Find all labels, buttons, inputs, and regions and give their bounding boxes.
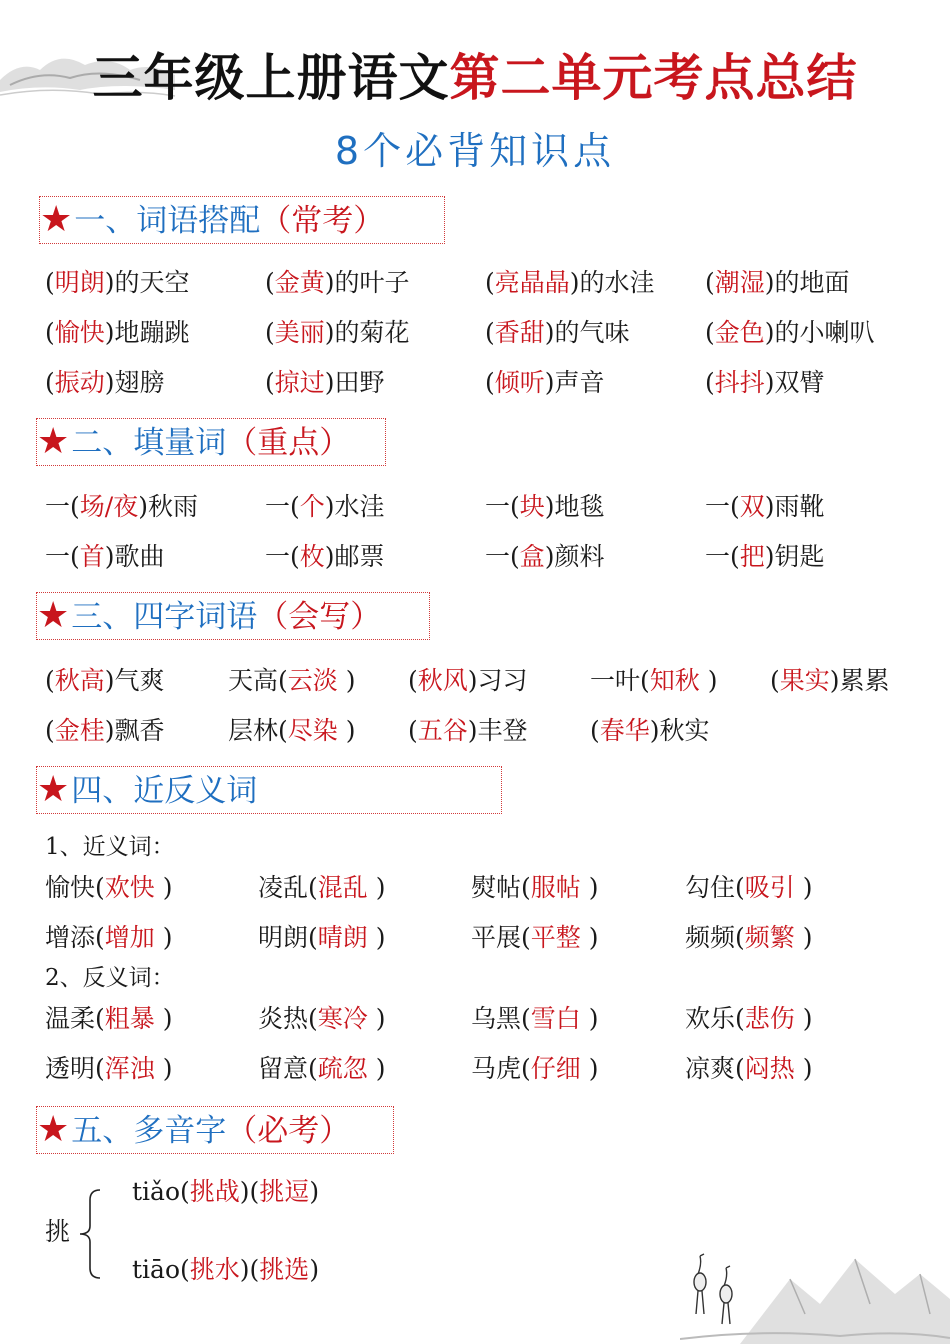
item-text: ) — [154, 1054, 173, 1083]
title-unit: 第二单元考点总结 — [449, 49, 858, 107]
list-item — [685, 999, 812, 1039]
answer-text: 果实 — [779, 666, 830, 695]
example-word: 挑战 — [189, 1177, 240, 1206]
list-item — [485, 487, 605, 527]
item-text: 凌乱( — [258, 873, 318, 902]
item-row — [45, 363, 935, 403]
item-text: )地毯 — [544, 492, 605, 521]
answer-text: 双 — [739, 492, 765, 521]
section-title: 三、四字词语 — [71, 599, 258, 635]
answer-text: 频繁 — [744, 923, 795, 952]
item-text: 一( — [705, 492, 740, 521]
pinyin: tiāo — [132, 1255, 180, 1284]
item-text: ) — [337, 716, 356, 745]
brace-bracket — [76, 1186, 106, 1282]
section-title: 五、多音字 — [71, 1113, 227, 1149]
item-text: )秋雨 — [138, 492, 198, 521]
item-text: )声音 — [544, 368, 605, 397]
answer-text: 香甜 — [494, 318, 545, 347]
item-text: )的气味 — [544, 318, 630, 347]
item-text: 一( — [705, 542, 740, 571]
item-text: 炎热( — [258, 1004, 318, 1033]
item-text: 一( — [485, 542, 520, 571]
item-text: 乌黑( — [471, 1004, 531, 1033]
item-row — [45, 661, 935, 701]
list-item — [408, 711, 528, 751]
item-text: ( — [590, 716, 600, 745]
section-title: 二、填量词 — [71, 425, 227, 461]
page-subtitle: 8个必背知识点 — [334, 129, 616, 173]
section-tag: （重点） — [226, 425, 351, 461]
example-word: 挑选 — [259, 1255, 310, 1284]
pinyin: tiǎo — [132, 1177, 180, 1206]
list-item — [485, 363, 605, 403]
list-item — [45, 999, 172, 1039]
list-item — [705, 263, 850, 303]
answer-text: 把 — [739, 542, 765, 571]
item-text: ) — [699, 666, 718, 695]
item-row — [45, 263, 935, 303]
list-item — [265, 487, 385, 527]
answer-text: 寒冷 — [317, 1004, 368, 1033]
answer-text: 知秋 — [649, 666, 700, 695]
item-row — [45, 711, 935, 751]
list-item — [45, 711, 165, 751]
answer-text: 首 — [79, 542, 105, 571]
item-text: ) — [580, 1054, 599, 1083]
list-item — [485, 537, 605, 577]
answer-text: 场/夜 — [79, 492, 139, 521]
answer-text: 雪白 — [530, 1004, 581, 1033]
list-item — [590, 661, 717, 701]
list-item — [485, 313, 630, 353]
section-tag: （常考） — [260, 203, 385, 239]
item-text: )累累 — [829, 666, 890, 695]
section-synonyms-antonyms-header — [36, 766, 502, 814]
item-text: 凉爽( — [685, 1054, 745, 1083]
list-item — [45, 537, 165, 577]
item-text: ) — [367, 1054, 386, 1083]
example-word: 挑水 — [189, 1255, 240, 1284]
answer-text: 金色 — [714, 318, 765, 347]
item-text: ) — [794, 1004, 813, 1033]
section-title: 四、近反义词 — [71, 773, 258, 809]
star-icon: ★ — [37, 595, 70, 636]
list-item — [471, 868, 598, 908]
answer-text: 明朗 — [54, 268, 105, 297]
item-text: ( — [45, 368, 55, 397]
item-text: 天高( — [228, 666, 288, 695]
item-text: )飘香 — [104, 716, 165, 745]
list-item — [685, 868, 812, 908]
item-text: ( — [485, 268, 495, 297]
answer-text: 愉快 — [54, 318, 105, 347]
item-text: 频频( — [685, 923, 745, 952]
item-text: )丰登 — [467, 716, 528, 745]
item-text: ) — [794, 1054, 813, 1083]
item-text: ( — [265, 368, 275, 397]
item-text: ( — [705, 368, 715, 397]
item-text: ( — [770, 666, 780, 695]
item-text: ) — [154, 923, 173, 952]
list-item — [471, 918, 598, 958]
pinyin-line-1: tiǎo(挑战)(挑逗) — [132, 1177, 320, 1206]
item-text: 增添( — [45, 923, 105, 952]
answer-text: 服帖 — [530, 873, 581, 902]
item-text: 愉快( — [45, 873, 105, 902]
item-text: ( — [705, 318, 715, 347]
answer-text: 潮湿 — [714, 268, 765, 297]
list-item — [258, 868, 385, 908]
item-text: )的地面 — [764, 268, 850, 297]
section-tag: （会写） — [257, 599, 382, 635]
list-item — [408, 661, 528, 701]
item-text: )邮票 — [324, 542, 385, 571]
section-four-char-idioms-header — [36, 592, 430, 640]
item-text: 一( — [45, 542, 80, 571]
section-word-collocation-header — [39, 196, 445, 244]
example-word: 挑逗 — [259, 1177, 310, 1206]
answer-text: 浑浊 — [104, 1054, 155, 1083]
list-item — [45, 313, 190, 353]
item-text: 留意( — [258, 1054, 318, 1083]
answer-text: 抖抖 — [714, 368, 765, 397]
item-text: )歌曲 — [104, 542, 165, 571]
item-text: ) — [580, 873, 599, 902]
answer-text: 枚 — [299, 542, 325, 571]
item-text: 一叶( — [590, 666, 650, 695]
star-icon: ★ — [37, 421, 70, 462]
polyphonic-character: 挑 — [45, 1217, 71, 1246]
answer-text: 个 — [299, 492, 325, 521]
item-text: )钥匙 — [764, 542, 825, 571]
item-text: ) — [794, 923, 813, 952]
item-row — [45, 868, 935, 908]
star-icon: ★ — [40, 199, 73, 240]
answer-text: 闷热 — [744, 1054, 795, 1083]
list-item — [685, 1049, 812, 1089]
section-polyphonic-header — [36, 1106, 394, 1154]
list-item — [770, 661, 890, 701]
list-item — [705, 313, 875, 353]
item-text: )双臂 — [764, 368, 825, 397]
item-text: ( — [45, 666, 55, 695]
answer-text: 倾听 — [494, 368, 545, 397]
answer-text: 悲伤 — [744, 1004, 795, 1033]
answer-text: 美丽 — [274, 318, 325, 347]
list-item — [705, 537, 825, 577]
answer-text: 云淡 — [287, 666, 338, 695]
item-text: )颜料 — [544, 542, 605, 571]
section-title: 一、词语搭配 — [74, 203, 261, 239]
item-row — [45, 999, 935, 1039]
title-grade: 三年级上册语文 — [92, 49, 450, 107]
answer-text: 秋风 — [417, 666, 468, 695]
item-text: )田野 — [324, 368, 385, 397]
list-item — [258, 1049, 385, 1089]
item-text: 一( — [485, 492, 520, 521]
item-text: )的水洼 — [569, 268, 655, 297]
item-text: 层林( — [228, 716, 288, 745]
item-text: ( — [408, 716, 418, 745]
answer-text: 吸引 — [744, 873, 795, 902]
synonyms-label: 1、近义词： — [45, 834, 175, 860]
item-text: ( — [485, 368, 495, 397]
answer-text: 晴朗 — [317, 923, 368, 952]
item-text: )气爽 — [104, 666, 165, 695]
list-item — [471, 999, 598, 1039]
item-text: ) — [367, 873, 386, 902]
list-item — [590, 711, 710, 751]
item-text: ( — [45, 318, 55, 347]
ink-mountains-cranes-decoration — [680, 1234, 950, 1344]
list-item — [45, 918, 172, 958]
list-item — [265, 263, 410, 303]
answer-text: 块 — [519, 492, 545, 521]
item-text: ( — [408, 666, 418, 695]
answer-text: 金桂 — [54, 716, 105, 745]
item-text: 温柔( — [45, 1004, 105, 1033]
answer-text: 金黄 — [274, 268, 325, 297]
item-text: ) — [337, 666, 356, 695]
item-row — [45, 487, 935, 527]
item-text: )秋实 — [649, 716, 710, 745]
list-item — [45, 868, 172, 908]
item-text: )地蹦跳 — [104, 318, 190, 347]
item-text: 欢乐( — [685, 1004, 745, 1033]
answer-text: 粗暴 — [104, 1004, 155, 1033]
item-text: )的天空 — [104, 268, 190, 297]
item-text: ) — [794, 873, 813, 902]
answer-text: 五谷 — [417, 716, 468, 745]
item-text: 勾住( — [685, 873, 745, 902]
list-item — [471, 1049, 598, 1089]
answer-text: 掠过 — [274, 368, 325, 397]
list-item — [45, 263, 190, 303]
list-item — [705, 487, 825, 527]
list-item — [265, 363, 385, 403]
section-measure-words-header — [36, 418, 386, 466]
item-text: ( — [705, 268, 715, 297]
item-text: ) — [580, 1004, 599, 1033]
page-title — [0, 38, 950, 110]
item-row — [45, 313, 935, 353]
antonyms-label: 2、反义词： — [45, 965, 175, 991]
item-text: ) — [367, 1004, 386, 1033]
answer-text: 混乱 — [317, 873, 368, 902]
item-text: 明朗( — [258, 923, 318, 952]
item-text: ( — [45, 716, 55, 745]
list-item — [265, 313, 410, 353]
answer-text: 疏忽 — [317, 1054, 368, 1083]
item-text: 一( — [265, 542, 300, 571]
item-text: ) — [367, 923, 386, 952]
item-text: ) — [154, 1004, 173, 1033]
answer-text: 欢快 — [104, 873, 155, 902]
list-item — [258, 999, 385, 1039]
list-item — [685, 918, 812, 958]
answer-text: 振动 — [54, 368, 105, 397]
list-item — [45, 661, 165, 701]
item-text: ) — [580, 923, 599, 952]
list-item — [705, 363, 825, 403]
star-icon: ★ — [37, 1109, 70, 1150]
section-tag: （必考） — [226, 1113, 351, 1149]
item-text: )水洼 — [324, 492, 385, 521]
star-icon: ★ — [37, 769, 70, 810]
item-row — [45, 918, 935, 958]
answer-text: 平整 — [530, 923, 581, 952]
item-text: ) — [154, 873, 173, 902]
list-item — [485, 263, 655, 303]
answer-text: 春华 — [599, 716, 650, 745]
answer-text: 尽染 — [287, 716, 338, 745]
list-item — [228, 711, 355, 751]
item-text: )的小喇叭 — [764, 318, 875, 347]
answer-text: 仔细 — [530, 1054, 581, 1083]
answer-text: 盒 — [519, 542, 545, 571]
list-item — [45, 487, 198, 527]
item-text: )的菊花 — [324, 318, 410, 347]
item-text: ( — [485, 318, 495, 347]
list-item — [228, 661, 355, 701]
list-item — [45, 363, 165, 403]
item-text: 熨帖( — [471, 873, 531, 902]
list-item — [45, 1049, 172, 1089]
item-text: )翅膀 — [104, 368, 165, 397]
item-text: 一( — [45, 492, 80, 521]
pinyin-line-2: tiāo(挑水)(挑选) — [132, 1255, 320, 1284]
item-row — [45, 1049, 935, 1089]
item-text: )的叶子 — [324, 268, 410, 297]
answer-text: 秋高 — [54, 666, 105, 695]
item-text: ( — [265, 318, 275, 347]
item-text: 一( — [265, 492, 300, 521]
item-text: )雨靴 — [764, 492, 825, 521]
answer-text: 亮晶晶 — [494, 268, 570, 297]
item-text: )习习 — [467, 666, 528, 695]
item-text: 平展( — [471, 923, 531, 952]
item-text: 透明( — [45, 1054, 105, 1083]
list-item — [265, 537, 385, 577]
answer-text: 增加 — [104, 923, 155, 952]
item-text: ( — [45, 268, 55, 297]
item-text: ( — [265, 268, 275, 297]
item-text: 马虎( — [471, 1054, 531, 1083]
list-item — [258, 918, 385, 958]
item-row — [45, 537, 935, 577]
